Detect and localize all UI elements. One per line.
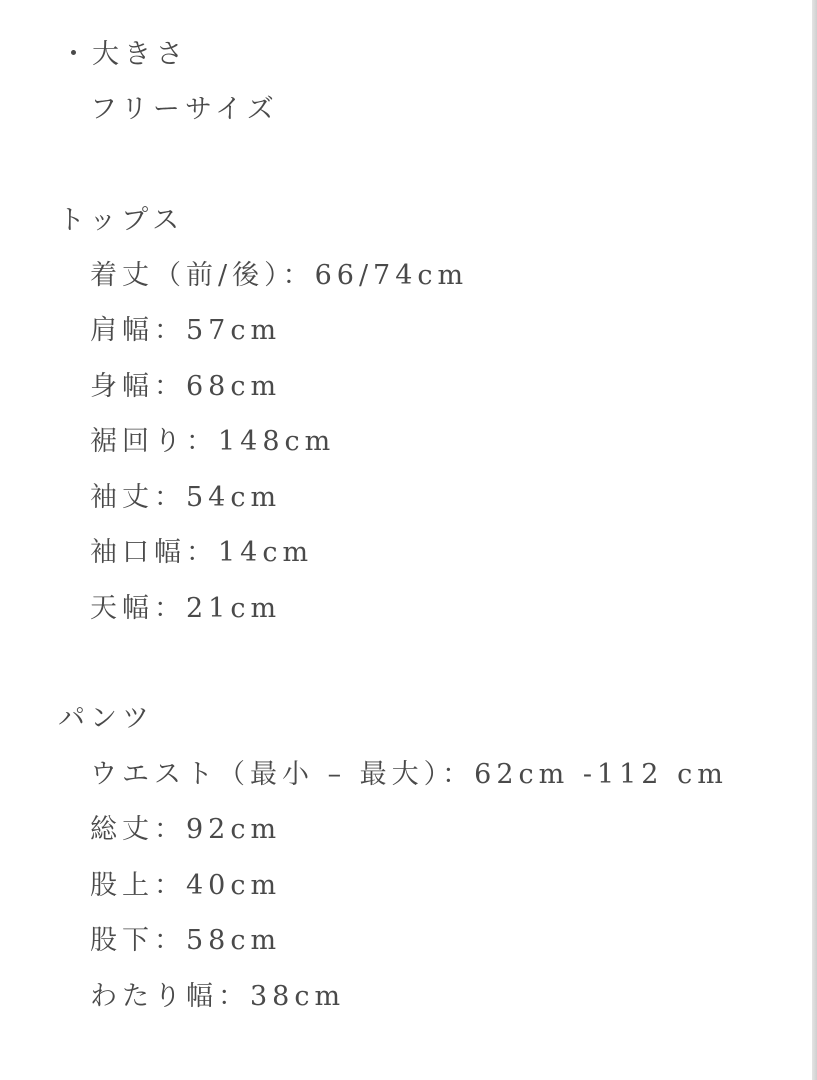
pants-heading: パンツ — [58, 703, 154, 734]
size-label: ・大きさ — [60, 39, 188, 70]
tops-shoulder-width: 肩幅：57cm — [90, 315, 282, 346]
size-value: フリーサイズ — [90, 94, 279, 125]
tops-heading: トップス — [58, 205, 185, 236]
tops-sleeve-length: 袖丈：54cm — [90, 482, 282, 513]
tops-body-width: 身幅：68cm — [90, 371, 282, 402]
tops-hem-circumference: 裾回り：148cm — [90, 426, 336, 457]
pants-waist: ウエスト（最小 – 最大）：62cm -112 cm — [90, 759, 728, 790]
tops-cuff-width: 袖口幅：14cm — [90, 537, 314, 568]
pants-thigh-width: わたり幅：38cm — [90, 981, 346, 1012]
pants-total-length: 総丈：92cm — [90, 814, 282, 845]
pants-inseam: 股下：58cm — [90, 925, 282, 956]
tops-length: 着丈（前/後）：66/74cm — [90, 260, 469, 291]
pants-rise: 股上：40cm — [90, 870, 282, 901]
right-edge-divider — [812, 0, 817, 1080]
tops-neck-width: 天幅：21cm — [90, 593, 282, 624]
